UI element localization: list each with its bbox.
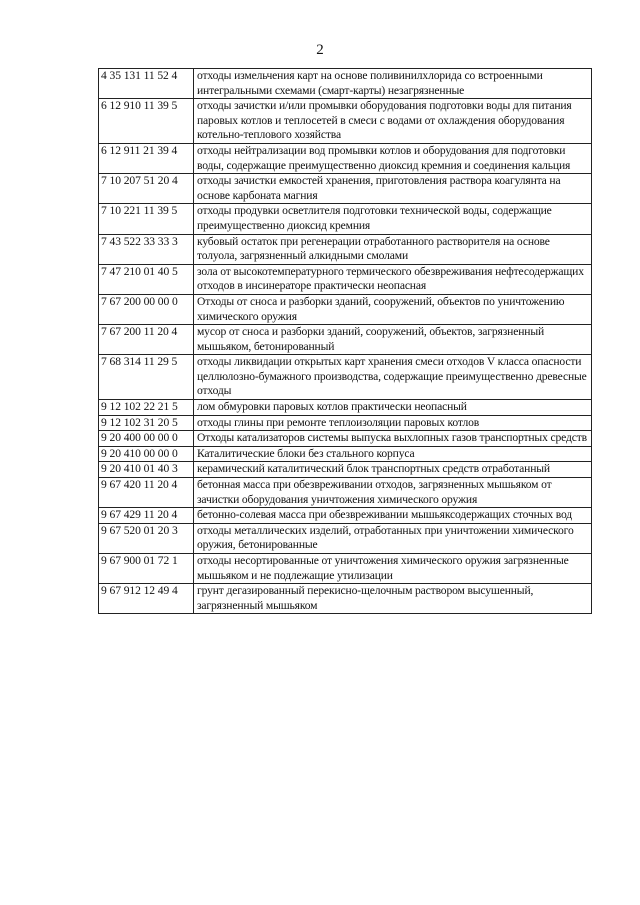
waste-code-cell: 7 68 314 11 29 5: [99, 355, 194, 400]
table-row: [99, 478, 592, 508]
waste-code-cell: 4 35 131 11 52 4: [99, 69, 194, 99]
table-row: [99, 143, 592, 173]
waste-code-cell: 9 67 420 11 20 4: [99, 478, 194, 508]
waste-description-cell: грунт дегазированный перекисно-щелочным раствором высушенный, загрязненный мышьяком: [194, 584, 592, 614]
table-row: [99, 415, 592, 431]
table-row: [99, 508, 592, 524]
waste-description-cell: отходы глины при ремонте теплоизоляции паровых котлов: [194, 415, 592, 431]
waste-code-cell: 7 43 522 33 33 3: [99, 234, 194, 264]
table-row: [99, 69, 592, 99]
waste-code-cell: 6 12 910 11 39 5: [99, 99, 194, 144]
table-row: [99, 264, 592, 294]
table-row: [99, 400, 592, 416]
page-number: 2: [316, 42, 324, 58]
table-row: [99, 584, 592, 614]
waste-code-cell: 9 67 520 01 20 3: [99, 523, 194, 553]
waste-code-cell: 7 47 210 01 40 5: [99, 264, 194, 294]
table-row: [99, 294, 592, 324]
waste-code-cell: 9 12 102 31 20 5: [99, 415, 194, 431]
waste-description-cell: мусор от сноса и разборки зданий, сооружений, объектов, загрязненный мышьяком, бетонированный: [194, 325, 592, 355]
waste-description-cell: лом обмуровки паровых котлов практически неопасный: [194, 400, 592, 416]
waste-description-cell: отходы продувки осветлителя подготовки технической воды, содержащие преимущественно диоксид кремния: [194, 204, 592, 234]
waste-code-cell: 7 67 200 11 20 4: [99, 325, 194, 355]
table-row: [99, 234, 592, 264]
waste-description-cell: отходы зачистки емкостей хранения, приготовления раствора коагулянта на основе карбоната магния: [194, 174, 592, 204]
waste-code-cell: 9 20 400 00 00 0: [99, 431, 194, 447]
waste-code-cell: 9 12 102 22 21 5: [99, 400, 194, 416]
waste-code-cell: 9 67 900 01 72 1: [99, 554, 194, 584]
waste-classification-table: [98, 68, 592, 614]
table-row: [99, 355, 592, 400]
waste-description-cell: Каталитические блоки без стального корпуса: [194, 446, 592, 462]
table-row: [99, 462, 592, 478]
waste-code-cell: 9 20 410 01 40 3: [99, 462, 194, 478]
table-row: [99, 99, 592, 144]
table-row: [99, 204, 592, 234]
table-row: [99, 554, 592, 584]
table-row: [99, 523, 592, 553]
waste-code-cell: 9 20 410 00 00 0: [99, 446, 194, 462]
waste-code-cell: 7 10 221 11 39 5: [99, 204, 194, 234]
waste-description-cell: отходы несортированные от уничтожения химического оружия загрязненные мышьяком и не подлежащие утилизации: [194, 554, 592, 584]
waste-description-cell: бетонная масса при обезвреживании отходов, загрязненных мышьяком от зачистки оборудования уничтожения химического оружия: [194, 478, 592, 508]
waste-description-cell: Отходы от сноса и разборки зданий, сооружений, объектов по уничтожению химического оружия: [194, 294, 592, 324]
waste-description-cell: бетонно-солевая масса при обезвреживании мышьяксодержащих сточных вод: [194, 508, 592, 524]
waste-description-cell: отходы измельчения карт на основе поливинилхлорида со встроенными интегральными схемами (смарт-карты) незагрязненные: [194, 69, 592, 99]
waste-code-cell: 6 12 911 21 39 4: [99, 143, 194, 173]
waste-code-cell: 9 67 912 12 49 4: [99, 584, 194, 614]
waste-code-cell: 7 10 207 51 20 4: [99, 174, 194, 204]
waste-description-cell: керамический каталитический блок транспортных средств отработанный: [194, 462, 592, 478]
waste-description-cell: отходы зачистки и/или промывки оборудования подготовки воды для питания паровых котлов и теплосетей в смеси с водами от охлаждения оборудования котельно-теплового хозяйства: [194, 99, 592, 144]
waste-description-cell: кубовый остаток при регенерации отработанного растворителя на основе толуола, загрязненный алкидными смолами: [194, 234, 592, 264]
waste-description-cell: отходы ликвидации открытых карт хранения смеси отходов V класса опасности целлюлозно-бумажного производства, содержащие преимущественно древесные отходы: [194, 355, 592, 400]
waste-description-cell: зола от высокотемпературного термического обезвреживания нефтесодержащих отходов в инсинераторе практически неопасная: [194, 264, 592, 294]
table-row: [99, 446, 592, 462]
waste-code-cell: 7 67 200 00 00 0: [99, 294, 194, 324]
table-row: [99, 431, 592, 447]
waste-code-cell: 9 67 429 11 20 4: [99, 508, 194, 524]
waste-description-cell: отходы металлических изделий, отработанных при уничтожении химического оружия, бетонированные: [194, 523, 592, 553]
table-row: [99, 325, 592, 355]
waste-description-cell: отходы нейтрализации вод промывки котлов и оборудования для подготовки воды, содержащие преимущественно диоксид кремния и соединения кальция: [194, 143, 592, 173]
table-row: [99, 174, 592, 204]
waste-description-cell: Отходы катализаторов системы выпуска выхлопных газов транспортных средств: [194, 431, 592, 447]
